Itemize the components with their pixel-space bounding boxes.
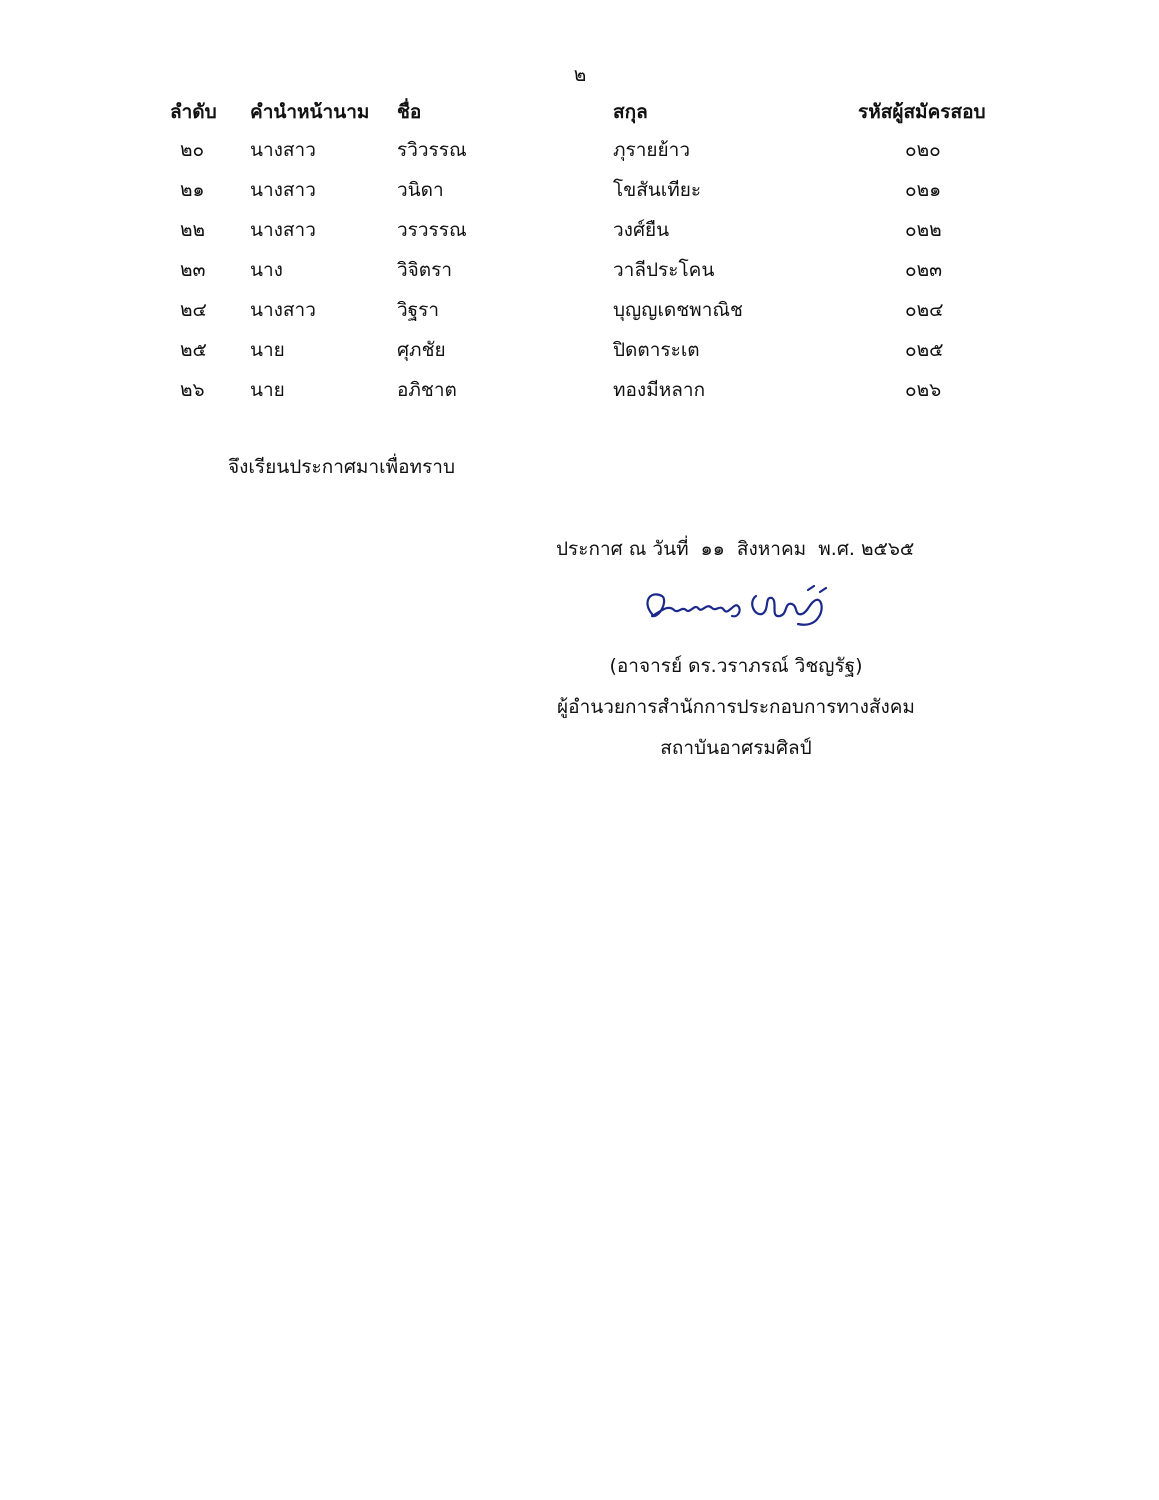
row-order: ๒๑ (180, 179, 205, 201)
row-prefix: นางสาว (250, 179, 316, 201)
page-number: ๒ (573, 64, 587, 86)
row-order: ๒๖ (180, 379, 205, 401)
row-order: ๒๕ (180, 339, 207, 361)
row-last-name: วาลีประโคน (613, 259, 715, 281)
table-row (0, 290, 1159, 330)
row-order: ๒๐ (180, 139, 205, 161)
header-order: ลำดับ (170, 101, 217, 123)
row-applicant-code: ๐๒๖ (905, 379, 942, 401)
row-order: ๒๔ (180, 299, 207, 321)
row-last-name: ภุรายย้าว (613, 139, 691, 161)
row-last-name: วงศ์ยืน (613, 219, 670, 241)
row-first-name: วรวรรณ (397, 219, 467, 241)
row-order: ๒๒ (180, 219, 206, 241)
row-applicant-code: ๐๒๒ (905, 219, 942, 241)
header-prefix: คำนำหน้านาม (250, 101, 370, 123)
table-row (0, 370, 1159, 410)
row-last-name: บุญญเดชพาณิช (613, 299, 743, 321)
table-row (0, 330, 1159, 370)
table-row (0, 130, 1159, 170)
header-applicant-code: รหัสผู้สมัครสอบ (858, 101, 986, 123)
row-prefix: นางสาว (250, 299, 316, 321)
table-row (0, 210, 1159, 250)
table-row (0, 250, 1159, 290)
row-applicant-code: ๐๒๕ (905, 339, 944, 361)
row-applicant-code: ๐๒๑ (905, 179, 942, 201)
applicant-table (0, 92, 1159, 410)
row-applicant-code: ๐๒๓ (905, 259, 943, 281)
row-prefix: นางสาว (250, 219, 316, 241)
row-order: ๒๓ (180, 259, 206, 281)
row-first-name: วนิดา (397, 179, 444, 201)
announcement-date: ประกาศ ณ วันที่ ๑๑ สิงหาคม พ.ศ. ๒๕๖๕ (556, 538, 915, 560)
signer-organization: สถาบันอาศรมศิลป์ (660, 737, 812, 759)
signer-name: (อาจารย์ ดร.วราภรณ์ วิชญรัฐ) (609, 655, 863, 677)
closing-statement: จึงเรียนประกาศมาเพื่อทราบ (228, 456, 456, 478)
table-header-row (0, 92, 1159, 130)
handwritten-signature (638, 580, 848, 632)
row-prefix: นาย (250, 339, 285, 361)
table-row (0, 170, 1159, 210)
row-prefix: นาย (250, 379, 285, 401)
row-first-name: รวิวรรณ (397, 139, 467, 161)
row-last-name: ปิดตาระเต (613, 339, 700, 361)
row-applicant-code: ๐๒๔ (905, 299, 944, 321)
row-first-name: วิจิตรา (397, 259, 453, 281)
row-last-name: ทองมีหลาก (613, 379, 706, 401)
row-applicant-code: ๐๒๐ (905, 139, 941, 161)
row-last-name: โขสันเทียะ (613, 179, 702, 201)
row-first-name: วิฐรา (397, 299, 440, 321)
header-first-name: ชื่อ (397, 101, 422, 123)
row-prefix: นางสาว (250, 139, 316, 161)
header-last-name: สกุล (613, 101, 648, 123)
signer-position: ผู้อำนวยการสำนักการประกอบการทางสังคม (557, 696, 915, 718)
row-first-name: อภิชาต (397, 379, 457, 401)
row-first-name: ศุภชัย (397, 339, 446, 361)
row-prefix: นาง (250, 259, 283, 281)
